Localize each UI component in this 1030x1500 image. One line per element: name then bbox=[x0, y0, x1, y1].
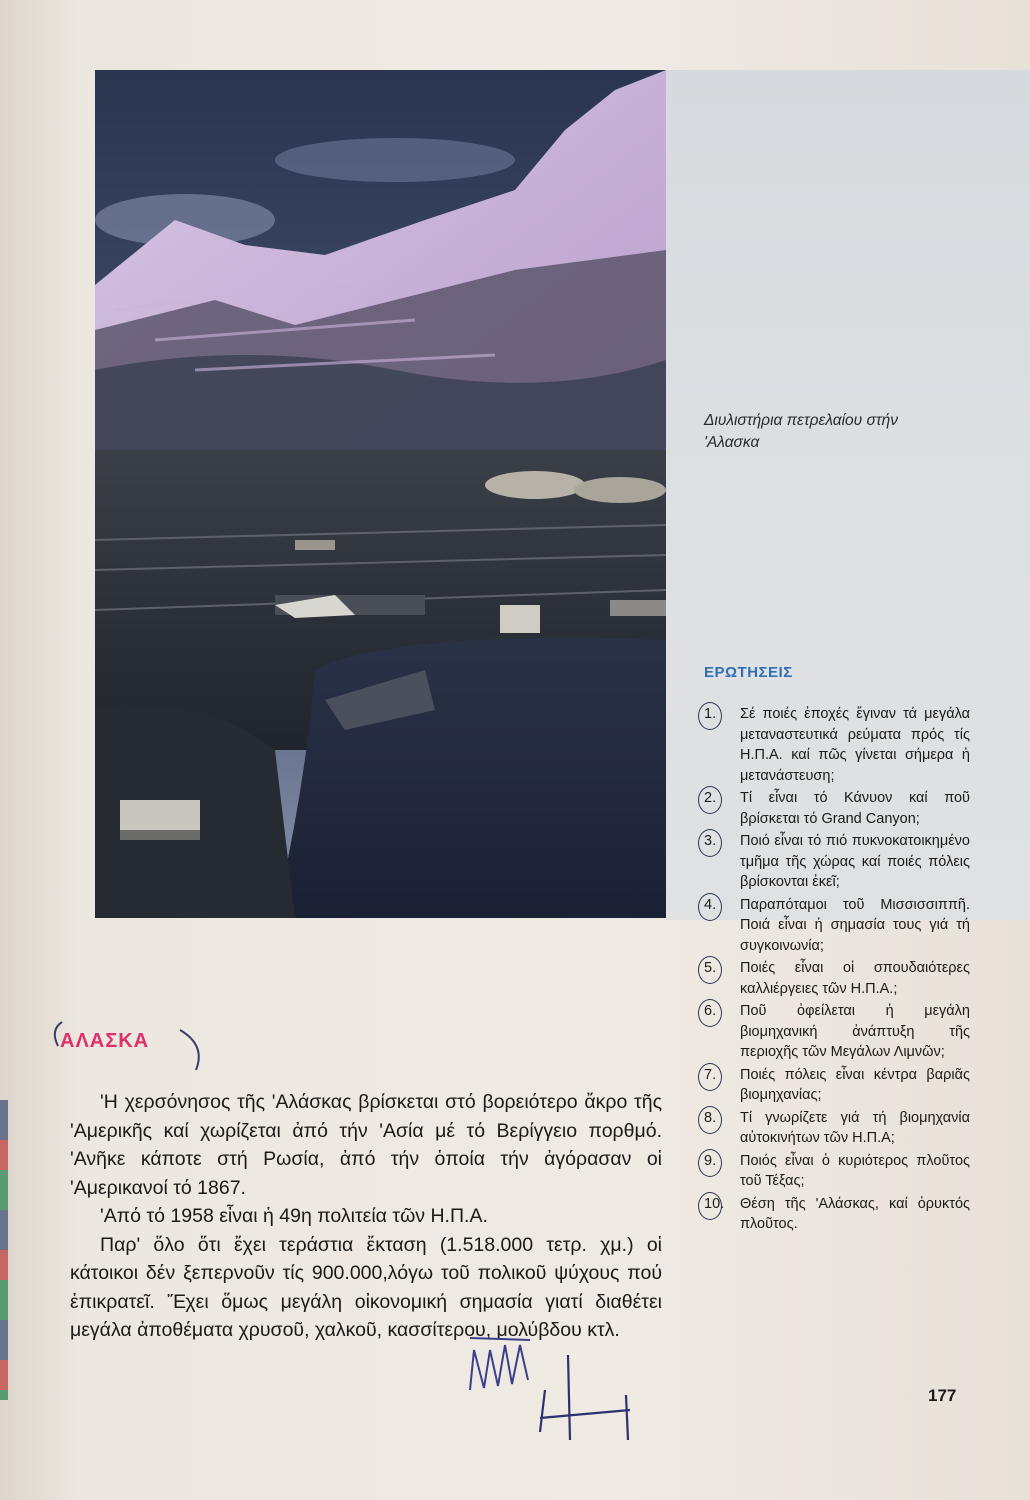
question-item bbox=[698, 1001, 970, 1063]
question-text: Σέ ποιές ἐποχές ἔγιναν τά μεγάλα μεταναστευτικά ρεύματα πρός τίς Η.Π.Α. καί πῶς γίνεται σήμερα ἡ μετανάστευση; bbox=[740, 706, 970, 784]
question-text: Ποιές εἶναι οἱ σπουδαιότερες καλλιέργειες τῶν Η.Π.Α.; bbox=[740, 960, 970, 997]
question-item bbox=[698, 1108, 970, 1149]
question-item bbox=[698, 895, 970, 957]
question-text: Τί εἶναι τό Κάνυον καί ποῦ βρίσκεται τό Grand Canyon; bbox=[740, 790, 970, 827]
question-number: 8. bbox=[698, 1108, 740, 1128]
body-paragraph-2: 'Από τό 1958 εἶναι ἡ 49η πολιτεία τῶν Η.Π.Α. bbox=[100, 1205, 488, 1227]
questions-title: ΕΡΩΤΗΣΕΙΣ bbox=[704, 664, 793, 681]
questions-list bbox=[698, 704, 970, 1237]
question-number: 7. bbox=[698, 1065, 740, 1085]
question-text: Παραπόταμοι τοῦ Μισσισσιππῆ. Ποιά εἶναι ἡ σημασία τους γιά τή συγκοινωνία; bbox=[740, 896, 970, 954]
question-number: 10. bbox=[698, 1194, 740, 1214]
question-item bbox=[698, 1151, 970, 1192]
question-item bbox=[698, 958, 970, 999]
question-text: Τί γνωρίζετε γιά τή βιομηχανία αὐτοκινήτων τῶν Η.Π.Α; bbox=[740, 1109, 970, 1146]
question-text: Ποιές πόλεις εἶναι κέντρα βαριᾶς βιομηχανίας; bbox=[740, 1066, 970, 1103]
question-text: Ποιό εἶναι τό πιό πυκνοκατοικημένο τμῆμα τῆς χώρας καί ποιές πόλεις βρίσκονται ἐκεῖ; bbox=[740, 833, 970, 890]
body-paragraph-3: Παρ' ὅλο ὅτι ἔχει τεράστια ἔκταση (1.518.000 τετρ. χμ.) οἱ κάτοικοι δέν ξεπερνοῦν τίς 900.000,λόγω τοῦ πολικοῦ ψύχους πού ἐπικρατεῖ. Ἔχει ὅμως μεγάλη οἰκονομική σημασία γιατί διαθέτει μεγάλα ἀποθέματα χρυσοῦ, χαλκοῦ, κασσίτερου, μολύβδου κτλ. bbox=[70, 1233, 662, 1341]
refinery-photo bbox=[95, 70, 666, 918]
photo-caption bbox=[704, 410, 964, 454]
caption-line-2: 'Αλασκα bbox=[704, 434, 760, 451]
question-number: 2. bbox=[698, 788, 740, 808]
question-text: Ποῦ ὀφείλεται ἡ μεγάλη βιομηχανική ἀνάπτυξη τῆς περιοχῆς τῶν Μεγάλων Λιμνῶν; bbox=[740, 1003, 970, 1060]
question-number: 9. bbox=[698, 1151, 740, 1171]
question-text: Θέση τῆς 'Αλάσκας, καί ὀρυκτός πλοῦτος. bbox=[740, 1195, 970, 1232]
question-number: 1. bbox=[698, 704, 740, 724]
question-item bbox=[698, 788, 970, 829]
question-number: 3. bbox=[698, 831, 740, 851]
question-item bbox=[698, 1065, 970, 1106]
question-text: Ποιός εἶναι ὁ κυριότερος πλοῦτος τοῦ Τέξας; bbox=[740, 1152, 970, 1189]
section-title: ΑΛΑΣΚΑ bbox=[60, 1030, 150, 1052]
question-number: 5. bbox=[698, 958, 740, 978]
question-item bbox=[698, 704, 970, 786]
body-text bbox=[70, 1088, 662, 1345]
body-paragraph-1: 'Η χερσόνησος τῆς 'Αλάσκας βρίσκεται στό βορειότερο ἄκρο τῆς 'Αμερικῆς καί χωρίζεται ἀπό τήν 'Ασία μέ τό Βερίγγειο πορθμό. 'Ανῆκε κάποτε στή Ρωσία, ἀπό τήν ὁποία τήν ἀγόρασαν οἱ 'Αμερικανοί τό 1867. bbox=[70, 1091, 662, 1199]
question-number: 6. bbox=[698, 1001, 740, 1021]
question-item bbox=[698, 831, 970, 893]
question-item bbox=[698, 1194, 970, 1235]
caption-line-1: Διυλιστήρια πετρελαίου στήν bbox=[704, 412, 898, 429]
page-number: 177 bbox=[928, 1386, 957, 1405]
edge-strip bbox=[0, 1100, 8, 1400]
question-number: 4. bbox=[698, 895, 740, 915]
